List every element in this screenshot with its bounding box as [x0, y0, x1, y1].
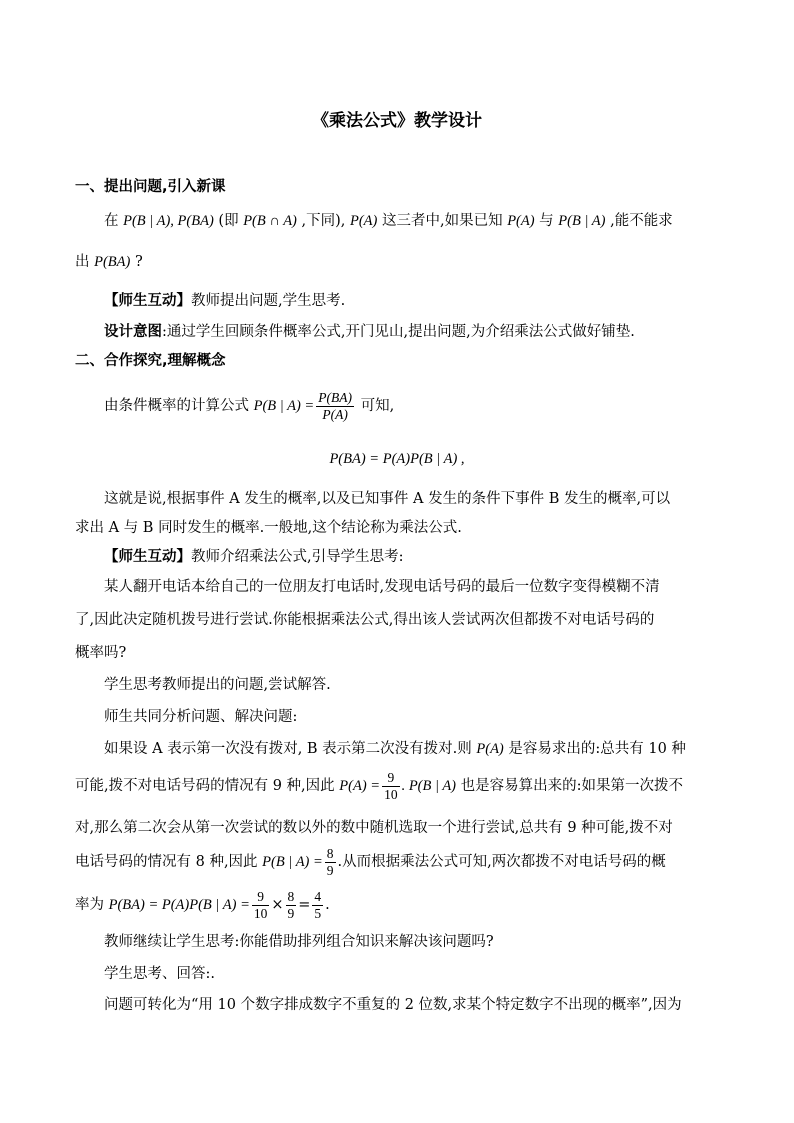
- paragraph-9: 师生共同分析问题、解决问题:: [104, 709, 298, 725]
- fraction: $\frac{P(BA)}{P(A)}$: [318, 389, 352, 422]
- interaction-note-1: 【师生互动】教师提出问题,学生思考.: [104, 292, 346, 309]
- fraction: $\frac{8}{9}$: [287, 888, 295, 921]
- paragraph-14: 率为 P(BA) = P(A)P(B | A) = $\frac{9}{10}$ × $\frac{8}{9}$ = $\frac{4}{5}$ .: [75, 888, 330, 921]
- paragraph-17: 问题可转化为“用 10 个数字排成数字不重复的 2 位数,求某个特定数字不出现的概率”,因为: [104, 997, 682, 1013]
- paragraph-1-line-1: 在 P(B | A), P(BA) (即 P(B ∩ A) ,下同), P(A) 这三者中,如果已知 P(A) 与 P(B | A) ,能不能求: [104, 213, 673, 229]
- paragraph-4: 求出 A 与 B 同时发生的概率.一般地,这个结论称为乘法公式.: [75, 520, 462, 536]
- conditional-probability-formula: 由条件概率的计算公式 P(B | A) = $\frac{P(BA)}{P(A)}$ 可知,: [104, 389, 395, 422]
- fraction: $\frac{8}{9}$: [326, 845, 334, 878]
- paragraph-12: 对,那么第二次会从第一次尝试的数以外的数中随机选取一个进行尝试,总共有 9 种可能,拨不对: [75, 820, 673, 836]
- paragraph-8: 学生思考教师提出的问题,尝试解答.: [104, 677, 331, 693]
- fraction: $\frac{9}{10}$: [253, 888, 268, 921]
- paragraph-6: 了,因此决定随机拨号进行尝试.你能根据乘法公式,得出该人尝试两次但都拨不对电话号码的: [75, 612, 655, 628]
- paragraph-3: 这就是说,根据事件 A 发生的概率,以及已知事件 A 发生的条件下事件 B 发生的概率,可以: [104, 491, 671, 507]
- paragraph-1-line-2: 出 P(BA) ?: [75, 254, 143, 270]
- interaction-note-2: 【师生互动】教师介绍乘法公式,引导学生思考:: [104, 548, 404, 565]
- design-intent: 设计意图:通过学生回顾条件概率公式,开门见山,提出问题,为介绍乘法公式做好铺垫.: [104, 324, 635, 340]
- fraction: $\frac{9}{10}$: [384, 769, 398, 802]
- paragraph-11: 可能,拨不对电话号码的情况有 9 种,因此 P(A) = $\frac{9}{10}$ . P(B | A) 也是容易算出来的:如果第一次拨不: [75, 769, 684, 802]
- paragraph-16: 学生思考、回答:.: [104, 966, 215, 982]
- paragraph-7: 概率吗?: [75, 645, 127, 661]
- paragraph-13: 电话号码的情况有 8 种,因此 P(B | A) = $\frac{8}{9}$ .从而根据乘法公式可知,两次都拨不对电话号码的概: [75, 845, 666, 878]
- section-heading-2: 二、合作探究,理解概念: [75, 353, 226, 369]
- paragraph-15: 教师继续让学生思考:你能借助排列组合知识来解决该问题吗?: [104, 934, 494, 950]
- paragraph-5: 某人翻开电话本给自己的一位朋友打电话时,发现电话号码的最后一位数字变得模糊不清: [104, 579, 660, 595]
- multiplication-formula: P(BA) = P(A)P(B | A) ,: [329, 451, 465, 467]
- fraction: $\frac{4}{5}$: [314, 888, 322, 921]
- section-heading-1: 一、提出问题,引入新课: [75, 179, 226, 195]
- paragraph-10: 如果设 A 表示第一次没有拨对, B 表示第二次没有拨对.则 P(A) 是容易求出的:总共有 10 种: [104, 741, 686, 757]
- document-title: 《乘法公式》教学设计: [312, 111, 482, 131]
